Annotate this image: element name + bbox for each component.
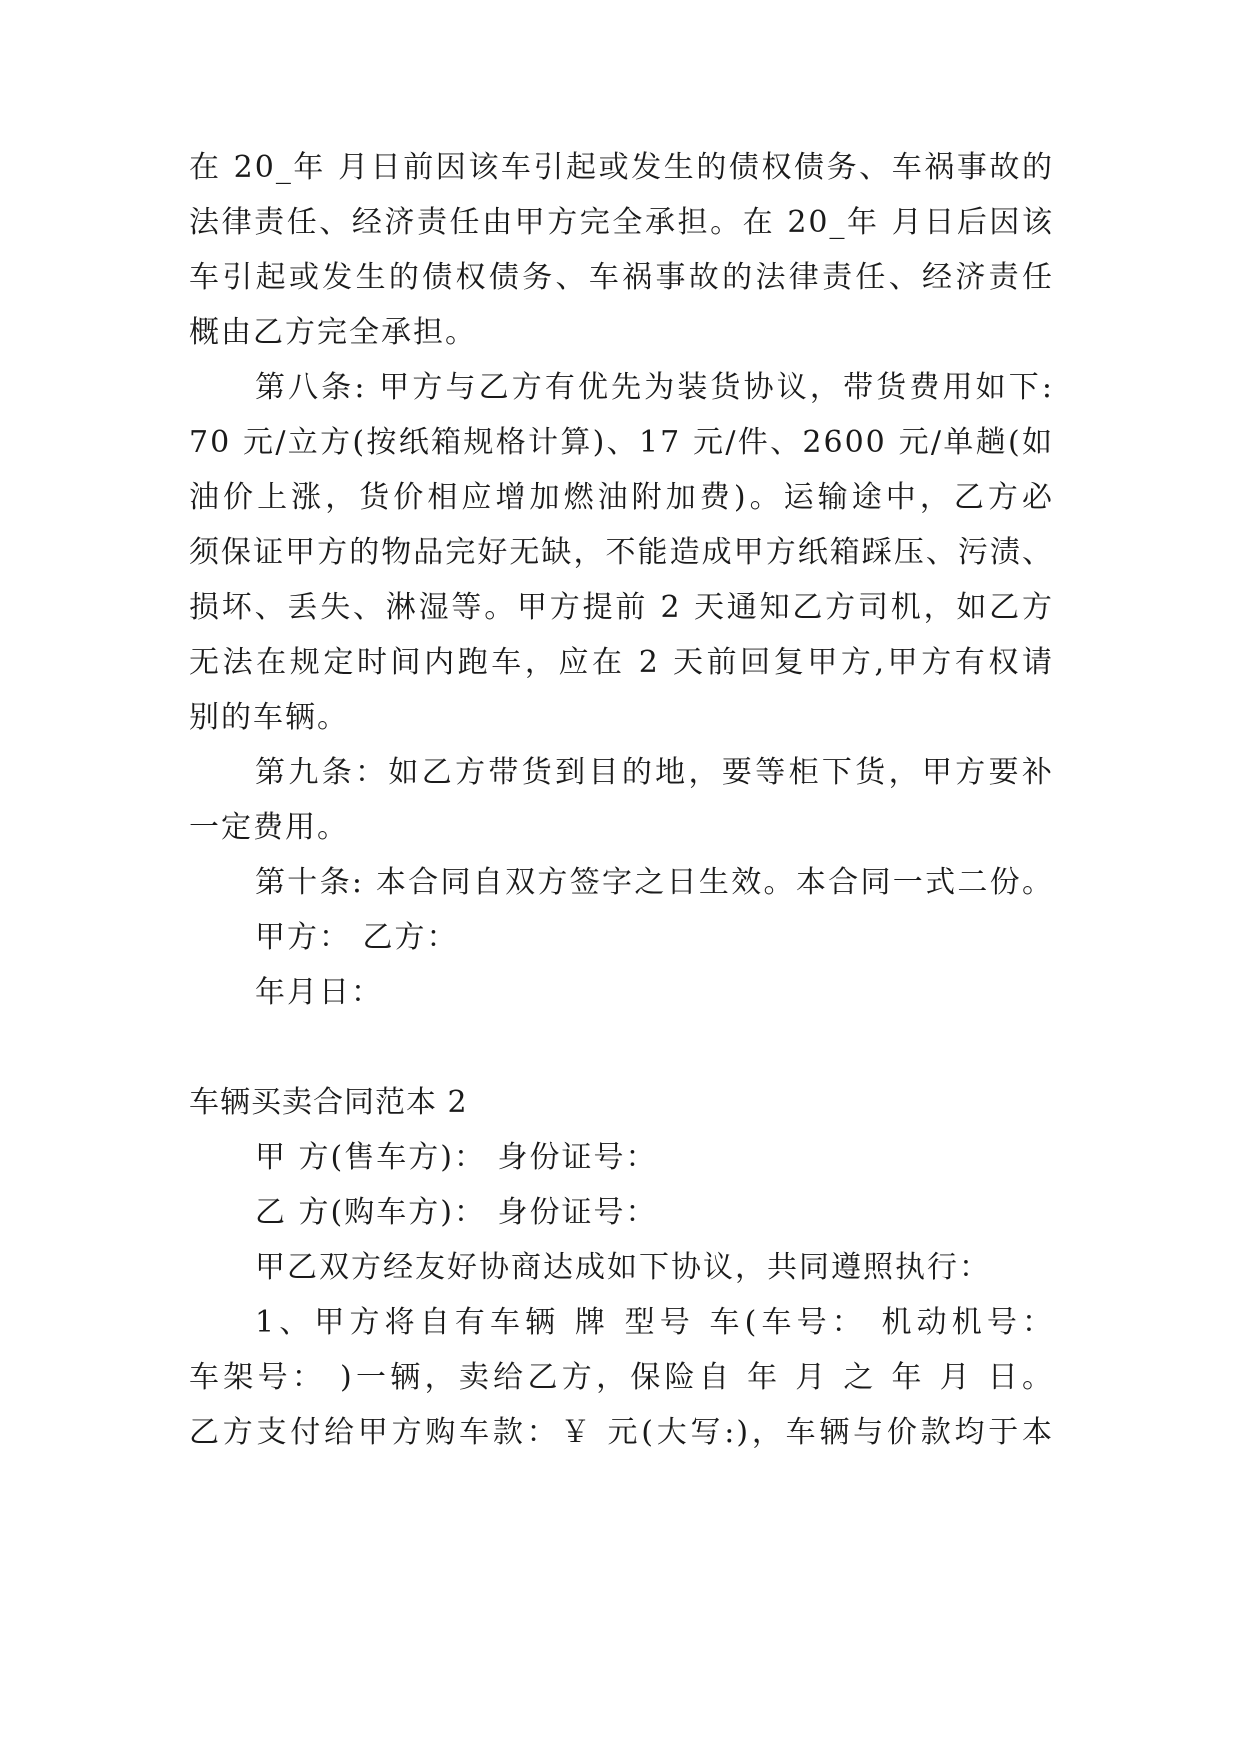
- signature-date-line: 年月日：: [255, 975, 383, 1010]
- party-a-line: 甲 方(售车方)： 身份证号：: [255, 1140, 658, 1175]
- party-b-line: 乙 方(购车方)： 身份证号：: [255, 1195, 658, 1230]
- paragraph-line: 法律责任、经济责任由甲方完全承担。在 20_年 月日后因该: [189, 205, 1054, 240]
- paragraph-line: 别的车辆。: [189, 700, 349, 735]
- paragraph-line: 概由乙方完全承担。: [189, 315, 477, 350]
- article-nine-line: 第九条：如乙方带货到目的地，要等柜下货，甲方要补: [255, 755, 1054, 790]
- paragraph-line: 须保证甲方的物品完好无缺，不能造成甲方纸箱踩压、污渍、: [189, 535, 1054, 570]
- paragraph-line: 一定费用。: [189, 810, 349, 845]
- paragraph-line: 乙方支付给甲方购车款：￥ 元(大写:)，车辆与价款均于本: [189, 1415, 1054, 1450]
- agreement-intro-line: 甲乙双方经友好协商达成如下协议，共同遵照执行：: [255, 1250, 991, 1285]
- section-heading: 车辆买卖合同范本 2: [189, 1085, 468, 1120]
- clause-one-line: 1、甲方将自有车辆 牌 型号 车(车号： 机动机号：: [255, 1305, 1054, 1340]
- paragraph-line: 油价上涨，货价相应增加燃油附加费)。运输途中，乙方必: [189, 480, 1054, 515]
- paragraph-line: 70 元/立方(按纸箱规格计算)、17 元/件、2600 元/单趟(如: [189, 425, 1054, 460]
- signature-parties-line: 甲方： 乙方：: [255, 920, 459, 955]
- paragraph-line: 在 20_年 月日前因该车引起或发生的债权债务、车祸事故的: [189, 150, 1054, 185]
- paragraph-line: 损坏、丢失、淋湿等。甲方提前 2 天通知乙方司机，如乙方: [189, 590, 1054, 625]
- paragraph-line: 车架号： )一辆，卖给乙方，保险自 年 月 之 年 月 日。: [189, 1360, 1054, 1395]
- article-eight-line: 第八条: 甲方与乙方有优先为装货协议，带货费用如下:: [255, 370, 1054, 405]
- paragraph-line: 车引起或发生的债权债务、车祸事故的法律责任、经济责任: [189, 260, 1054, 295]
- article-ten-line: 第十条: 本合同自双方签字之日生效。本合同一式二份。: [255, 865, 1054, 900]
- paragraph-line: 无法在规定时间内跑车，应在 2 天前回复甲方,甲方有权请: [189, 645, 1054, 680]
